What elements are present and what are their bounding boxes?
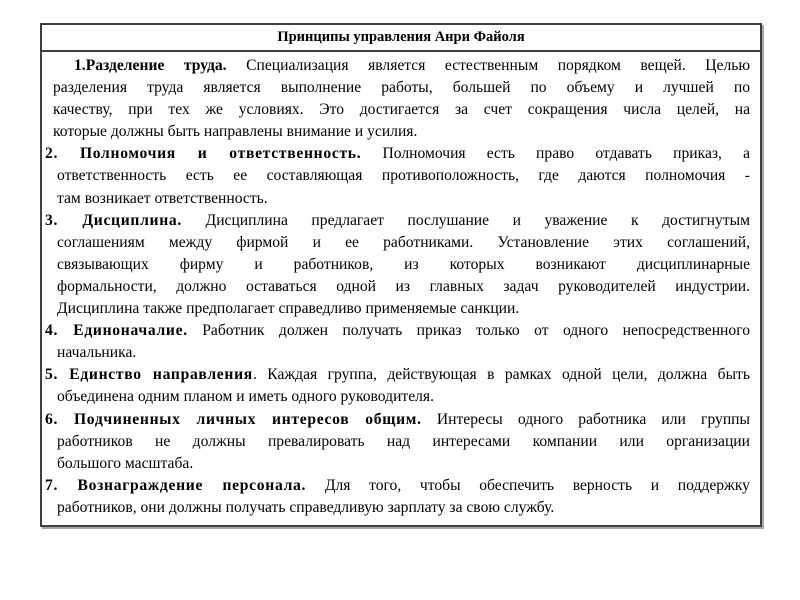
principles-table bbox=[40, 23, 762, 527]
text-line: 6. Подчиненных личных интересов общим. Интересы одного работника или группы bbox=[45, 410, 751, 428]
principle-head: 2. Полномочия и ответственность. bbox=[45, 145, 362, 163]
principle-head: 7. Вознаграждение персонала. bbox=[45, 476, 307, 494]
principle-1 bbox=[45, 55, 750, 143]
text-line: начальника. bbox=[57, 344, 137, 362]
text-line: 7. Вознаграждение персонала. Для того, чтобы обеспечить верность и поддержку bbox=[45, 476, 750, 494]
text-line: большого масштаба. bbox=[57, 454, 194, 472]
principle-head: 4. Единоначалие. bbox=[45, 322, 188, 340]
text-line: связывающих фирму и работников, из которых возникают дисциплинарные bbox=[57, 255, 750, 273]
text-line: которые должны быть направлены внимание и усилия. bbox=[53, 123, 418, 141]
table-title: Принципы управления Анри Файоля bbox=[277, 29, 525, 45]
text-line: 5. Единство направления. Каждая группа, действующая в рамках одной цели, должна быть bbox=[45, 366, 750, 384]
text-line: работников не должны превалировать над интересами компании или организации bbox=[57, 432, 750, 450]
table-header-row bbox=[42, 25, 760, 52]
principle-head: 6. Подчиненных личных интересов общим. bbox=[45, 410, 422, 428]
text-line: ответственность есть ее составляющая противоположность, где даются полномочия - bbox=[57, 167, 750, 185]
principle-2 bbox=[45, 143, 750, 209]
principle-6 bbox=[45, 409, 750, 475]
text-line: 2. Полномочия и ответственность. Полномочия есть право отдавать приказ, а bbox=[45, 145, 750, 163]
table-body bbox=[42, 52, 760, 519]
text-line: работников, они должны получать справедливую зарплату за свою службу. bbox=[57, 498, 555, 516]
principle-7 bbox=[45, 475, 750, 519]
text-line: соглашениям между фирмой и ее работниками. Установление этих соглашений, bbox=[57, 233, 750, 251]
principle-head: 3. Дисциплина. bbox=[45, 211, 183, 229]
principle-4 bbox=[45, 320, 750, 364]
principle-5 bbox=[45, 364, 750, 408]
text-line: там возникает ответственность. bbox=[57, 189, 268, 207]
text-line: 3. Дисциплина. Дисциплина предлагает послушание и уважение к достигнутым bbox=[45, 211, 750, 229]
principle-head: 1.Разделение труда. bbox=[74, 57, 227, 74]
text-line: формальности, должно оставаться одной из главных задач руководителей индустрии. bbox=[57, 277, 750, 295]
principle-head: 5. Единство направления bbox=[45, 366, 253, 384]
text-line: 1.Разделение труда. Специализация является естественным порядком вещей. Целью bbox=[74, 57, 750, 74]
text-line: 4. Единоначалие. Работник должен получать приказ только от одного непосредственного bbox=[45, 322, 750, 340]
text-line: объединена одним планом и иметь одного руководителя. bbox=[57, 388, 434, 406]
text-line: Дисциплина также предполагает справедливо применяемые санкции. bbox=[57, 300, 520, 318]
text-line: качеству, при тех же условиях. Это достигается за счет сокращения числа целей, на bbox=[53, 101, 750, 119]
principle-3 bbox=[45, 210, 750, 320]
text-line: разделения труда является выполнение работы, большей по объему и лучшей по bbox=[53, 79, 750, 97]
